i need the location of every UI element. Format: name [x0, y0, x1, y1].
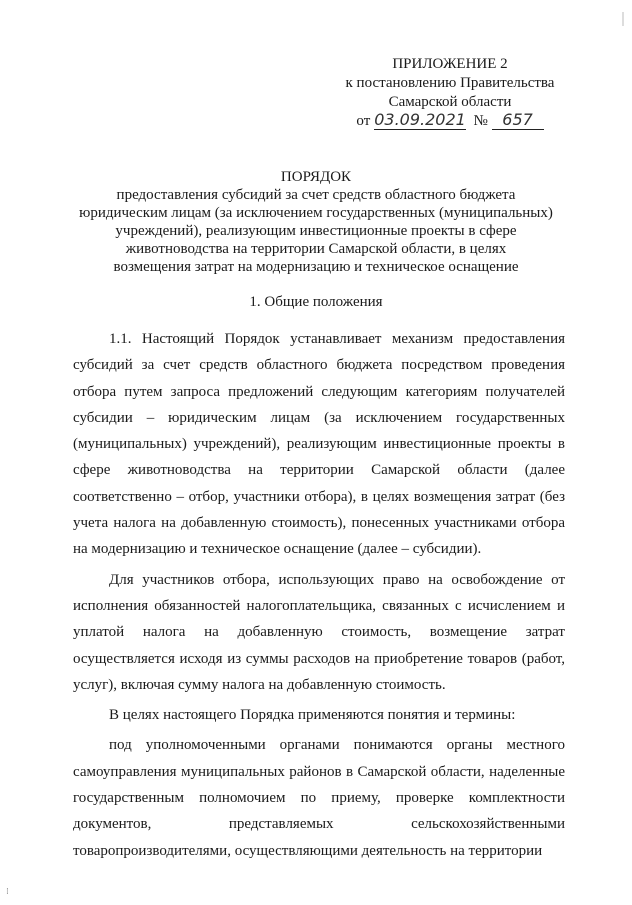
subtitle-line: учреждений), реализующим инвестиционные проекты в сфере: [115, 223, 517, 239]
paragraph: под уполномоченными органами понимаются органы местного самоуправления муниципальных районов в Самарской области, наделенные государственным полномочием по приему, проверке комплектности документов, представляемых сельскохозяйственными товаропроизводителями, осуществляющими деятельность на территории: [73, 737, 565, 859]
handwritten-number: 657: [502, 110, 533, 129]
date-field: [374, 112, 466, 130]
scan-corner-mark: ⁞: [6, 887, 9, 897]
document-title: ПОРЯДОК: [280, 169, 352, 185]
subtitle-line: предоставления субсидий за счет средств областного бюджета: [116, 187, 516, 203]
document-subtitle: [0, 186, 632, 276]
appendix-line-1: к постановлению Правительства: [345, 75, 555, 91]
subtitle-line: юридическим лицам (за исключением государственных (муниципальных): [79, 205, 553, 221]
paragraph: 1.1. Настоящий Порядок устанавливает механизм предоставления субсидий за счет средств областного бюджета посредством проведения отбора путем запроса предложений следующим категориям получателей субсидии – юридическим лицам (за исключением государственных (муниципальных) учреждений), реализующим инвестиционные проекты в сфере животноводства на территории Самарской области (далее соответственно – отбор, участники отбора), в целях возмещения затрат (без учета налога на добавленную стоимость), понесенных участниками отбора на модернизацию и техническое оснащение (далее – субсидии).: [73, 331, 565, 558]
appendix-title: ПРИЛОЖЕНИЕ 2: [392, 56, 508, 72]
section-heading: 1. Общие положения: [249, 294, 383, 310]
appendix-date-line: [330, 112, 570, 131]
handwritten-date: 03.09.2021: [374, 110, 466, 129]
number-prefix: №: [473, 113, 488, 129]
subtitle-line: возмещения затрат на модернизацию и техническое оснащение: [113, 259, 519, 275]
body-text: [73, 326, 565, 868]
scan-artifact: [622, 12, 624, 26]
subtitle-line: животноводства на территории Самарской области, в целях: [125, 241, 507, 257]
paragraph: В целях настоящего Порядка применяются понятия и термины:: [109, 707, 516, 724]
date-prefix: от: [356, 113, 371, 129]
appendix-header: [330, 55, 570, 131]
appendix-line-2: Самарской области: [388, 94, 512, 110]
paragraph: Для участников отбора, использующих право на освобождение от исполнения обязанностей налогоплательщика, связанных с исчислением и уплатой налога на добавленную стоимость, возмещение затрат осуществляется исходя из суммы расходов на приобретение товаров (работ, услуг), включая сумму налога на добавленную стоимость.: [73, 571, 565, 693]
number-field: [492, 112, 544, 130]
